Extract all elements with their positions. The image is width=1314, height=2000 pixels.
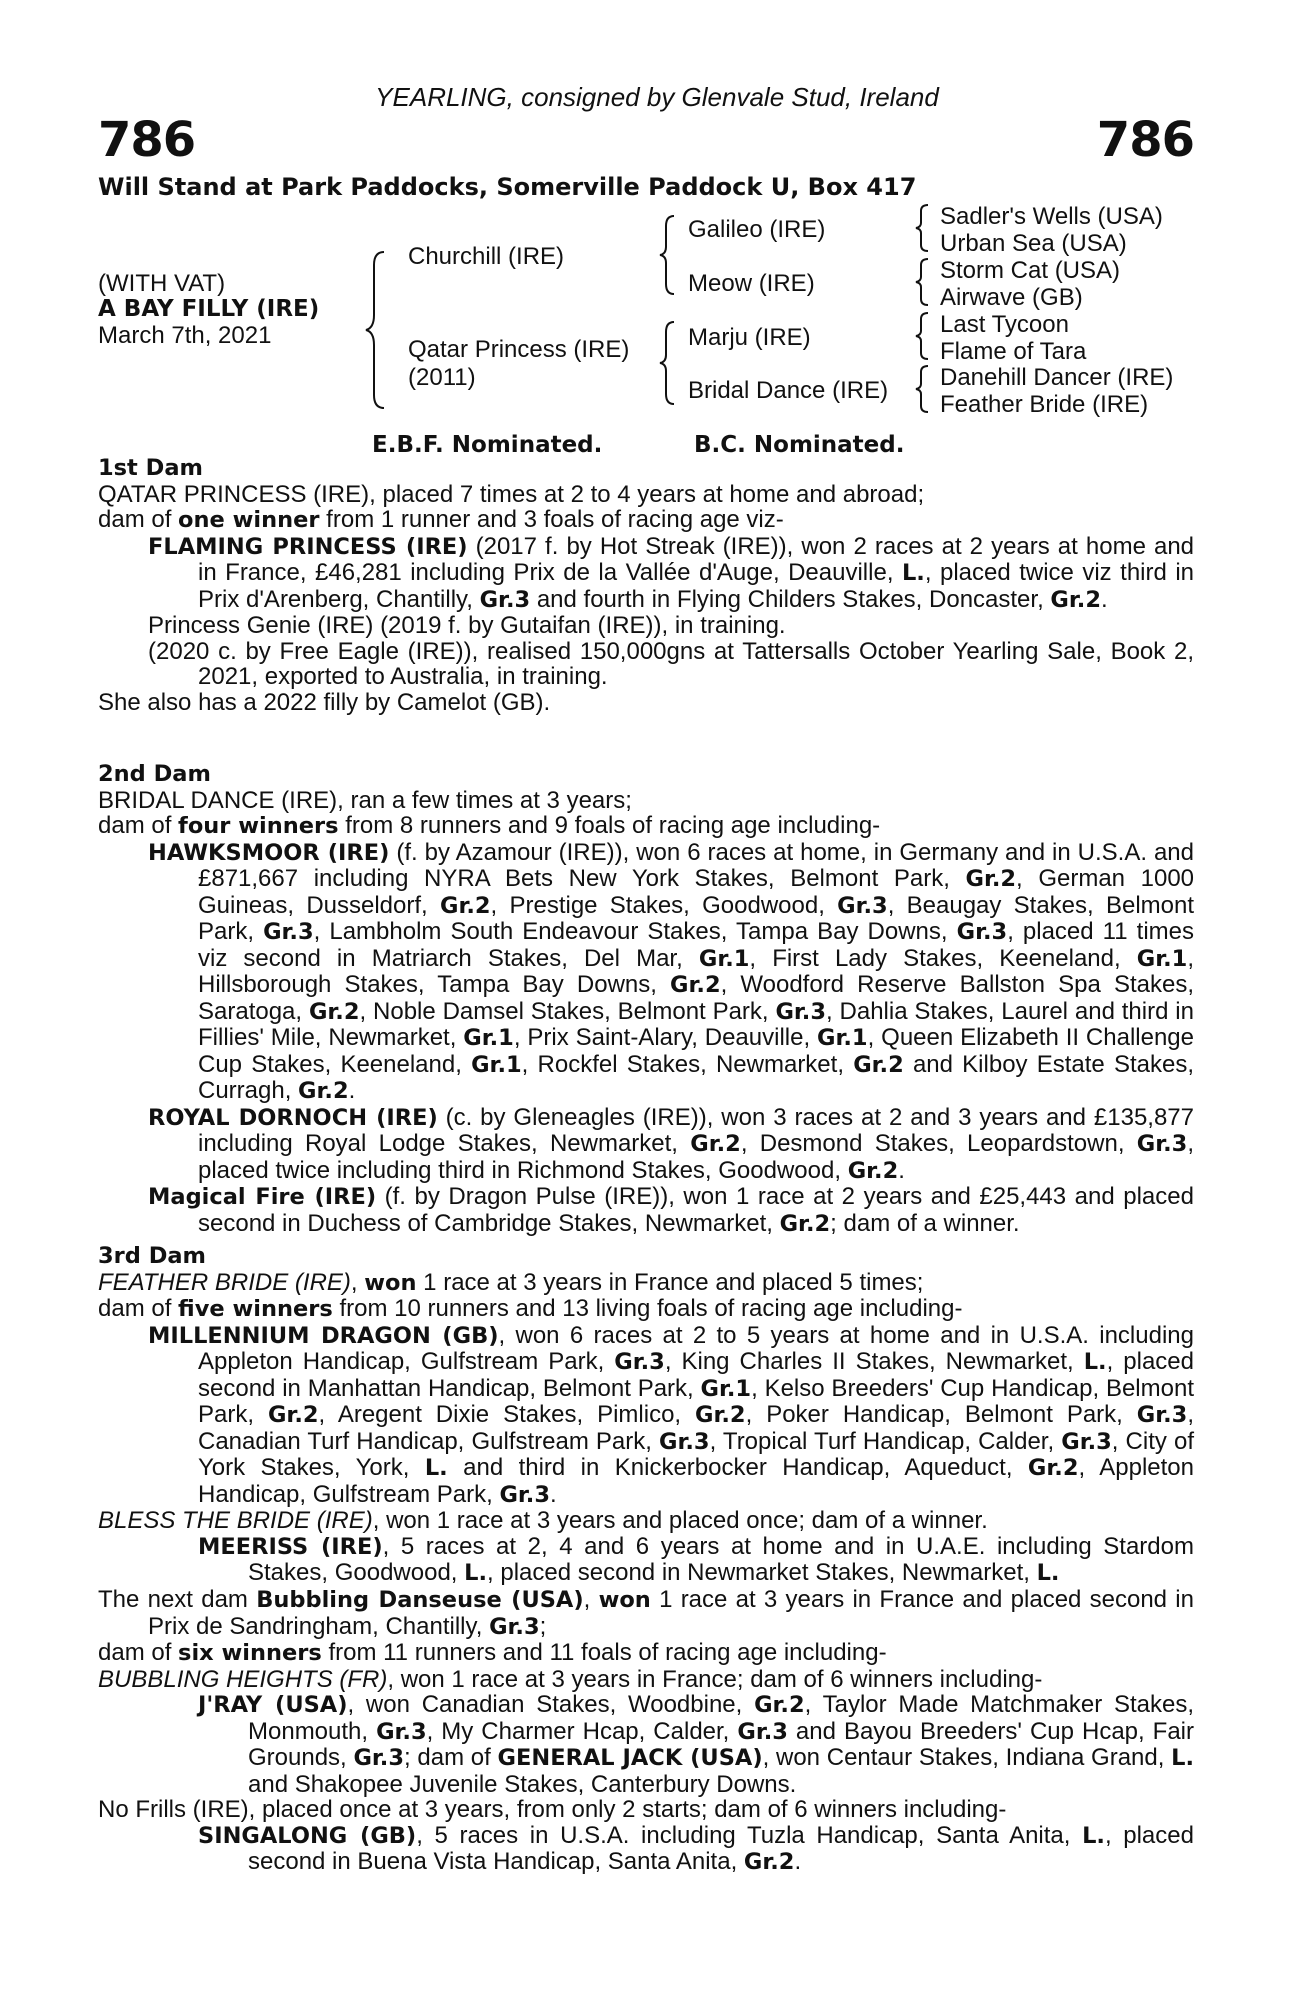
gs-brace-3 [914,311,930,361]
foaled-date: March 7th, 2021 [98,322,272,349]
produce-entry: BLESS THE BRIDE (IRE), won 1 race at 3 years and placed once; dam of a winner. [98,1507,988,1534]
dam-year: (2011) [408,364,476,391]
produce-entry: Magical Fire (IRE) (f. by Dragon Pulse (IRE)), won 1 race at 2 years and £25,443 and placed second in Duchess of Cambridge Stakes, Newmarket, Gr.2; dam of a winner. [148,1183,1194,1237]
produce-summary: dam of five winners from 10 runners and 13 living foals of racing age including- [98,1295,963,1322]
gs-brace-4 [914,364,930,414]
dam-summary: The next dam Bubbling Danseuse (USA), won 1 race at 3 years in France and placed second in Prix de Sandringham, Chantilly, Gr.3; [98,1586,1194,1640]
ggp-2: Urban Sea (USA) [940,230,1127,257]
produce-entry: MILLENNIUM DRAGON (GB), won 6 races at 2 to 5 years at home and in U.S.A. including Appleton Handicap, Gulfstream Park, Gr.3, King Charles II Stakes, Newmarket, L., placed second in Manhattan Handicap, Belmont Park, Gr.1, Kelso Breeders' Cup Handicap, Belmont Park, Gr.2, Aregent Dixie Stakes, Pimlico, Gr.2, Poker Handicap, Belmont Park, Gr.3, Canadian Turf Handicap, Gulfstream Park, Gr.3, Tropical Turf Handicap, Calder, Gr.3, City of York Stakes, York, L. and third in Knickerbocker Handicap, Aqueduct, Gr.2, Appleton Handicap, Gulfstream Park, Gr.3. [148,1321,1195,1508]
vat-note: (WITH VAT) [98,270,226,297]
first-dam-section [98,456,1194,715]
produce-entry: BUBBLING HEIGHTS (FR), won 1 race at 3 years in France; dam of 6 winners including- [98,1665,1043,1693]
produce-entry: No Frills (IRE), placed once at 3 years, from only 2 starts; dam of 6 winners including- [98,1796,1007,1823]
next-dam-section [98,1587,1194,1876]
second-dam-section [98,762,1194,1237]
produce-summary: dam of four winners from 8 runners and 9 foals of racing age including- [98,812,881,839]
section-heading: 2nd Dam [98,761,211,787]
section-heading: 1st Dam [98,455,203,481]
ebf-nomination: E.B.F. Nominated. [372,432,603,458]
section-heading: 3rd Dam [98,1243,206,1269]
dam-summary: FEATHER BRIDE (IRE), won 1 race at 3 years in France and placed 5 times; [98,1268,924,1296]
produce-entry: J'RAY (USA), won Canadian Stakes, Woodbine, Gr.2, Taylor Made Matchmaker Stakes, Monmouth, Gr.3, My Charmer Hcap, Calder, Gr.3 and Bayou Breeders' Cup Hcap, Fair Grounds, Gr.3; dam of GENERAL JACK (USA), won Centaur Stakes, Indiana Grand, L. and Shakopee Juvenile Stakes, Canterbury Downs. [198,1691,1195,1798]
main-brace [364,250,386,410]
sire-brace [658,214,676,296]
produce-entry: Princess Genie (IRE) (2019 f. by Gutaifan (IRE)), in training. [148,612,786,639]
lot-name: A BAY FILLY (IRE) [98,296,320,322]
ggp-4: Airwave (GB) [940,284,1083,311]
bc-nomination: B.C. Nominated. [694,432,905,458]
lot-number-left: 786 [98,112,196,168]
ggp-7: Danehill Dancer (IRE) [940,364,1174,391]
standing-location: Will Stand at Park Paddocks, Somerville Paddock U, Box 417 [98,173,917,201]
produce-entry: ROYAL DORNOCH (IRE) (c. by Gleneagles (IRE)), won 3 races at 2 and 3 years and £135,877 including Royal Lodge Stakes, Newmarket, Gr.2, Desmond Stakes, Leopardstown, Gr.3, placed twice including third in Richmond Stakes, Goodwood, Gr.2. [148,1103,1194,1184]
dam-dam: Bridal Dance (IRE) [688,377,889,404]
third-dam-section [98,1244,1194,1587]
lot-number-right: 786 [1096,112,1194,168]
sire: Churchill (IRE) [408,243,565,270]
gs-brace-2 [914,257,930,307]
ggp-8: Feather Bride (IRE) [940,391,1149,418]
produce-entry: SINGALONG (GB), 5 races in U.S.A. including Tuzla Handicap, Santa Anita, L., placed second in Buena Vista Handicap, Santa Anita, Gr.2. [198,1821,1194,1875]
dam: Qatar Princess (IRE) [408,336,630,363]
produce-summary: dam of six winners from 11 runners and 11 foals of racing age including- [98,1639,887,1666]
consignor-line: YEARLING, consigned by Glenvale Stud, Ireland [375,82,939,112]
produce-summary: dam of one winner from 1 runner and 3 foals of racing age viz- [98,506,784,533]
produce-entry: FLAMING PRINCESS (IRE) (2017 f. by Hot Streak (IRE)), won 2 races at 2 years at home and in France, £46,281 including Prix de la Vallée d'Auge, Deauville, L., placed twice viz third in Prix d'Arenberg, Chantilly, Gr.3 and fourth in Flying Childers Stakes, Doncaster, Gr.2. [148,532,1195,613]
ggp-3: Storm Cat (USA) [940,257,1121,284]
sire-sire: Galileo (IRE) [688,216,826,243]
dam-brace [658,320,676,406]
produce-entry: HAWKSMOOR (IRE) (f. by Azamour (IRE)), won 6 races at home, in Germany and in U.S.A. and £871,667 including NYRA Bets New York Stakes, Belmont Park, Gr.2, German 1000 Guineas, Dusseldorf, Gr.2, Prestige Stakes, Goodwood, Gr.3, Beaugay Stakes, Belmont Park, Gr.3, Lambholm South Endeavour Stakes, Tampa Bay Downs, Gr.3, placed 11 times viz second in Matriarch Stakes, Del Mar, Gr.1, First Lady Stakes, Keeneland, Gr.1, Hillsborough Stakes, Tampa Bay Downs, Gr.2, Woodford Reserve Ballston Spa Stakes, Saratoga, Gr.2, Noble Damsel Stakes, Belmont Park, Gr.3, Dahlia Stakes, Laurel and third in Fillies' Mile, Newmarket, Gr.1, Prix Saint-Alary, Deauville, Gr.1, Queen Elizabeth II Challenge Cup Stakes, Keeneland, Gr.1, Rockfel Stakes, Newmarket, Gr.2 and Kilboy Estate Stakes, Curragh, Gr.2. [148,838,1195,1104]
ggp-5: Last Tycoon [940,311,1069,338]
dam-sire: Marju (IRE) [688,324,811,351]
produce-entry: (2020 c. by Free Eagle (IRE)), realised 150,000gns at Tattersalls October Yearling Sale, Book 2, 2021, exported to Australia, in training. [148,637,1194,690]
produce-note: She also has a 2022 filly by Camelot (GB). [98,688,551,716]
sire-dam: Meow (IRE) [688,270,815,297]
dam-summary: QATAR PRINCESS (IRE), placed 7 times at 2 to 4 years at home and abroad; [98,480,925,508]
ggp-6: Flame of Tara [940,338,1087,365]
gs-brace-1 [914,203,930,253]
ggp-1: Sadler's Wells (USA) [940,203,1163,230]
produce-entry: MEERISS (IRE), 5 races at 2, 4 and 6 years at home and in U.A.E. including Stardom Stakes, Goodwood, L., placed second in Newmarket Stakes, Newmarket, L. [198,1532,1194,1586]
dam-summary: BRIDAL DANCE (IRE), ran a few times at 3 years; [98,786,632,814]
